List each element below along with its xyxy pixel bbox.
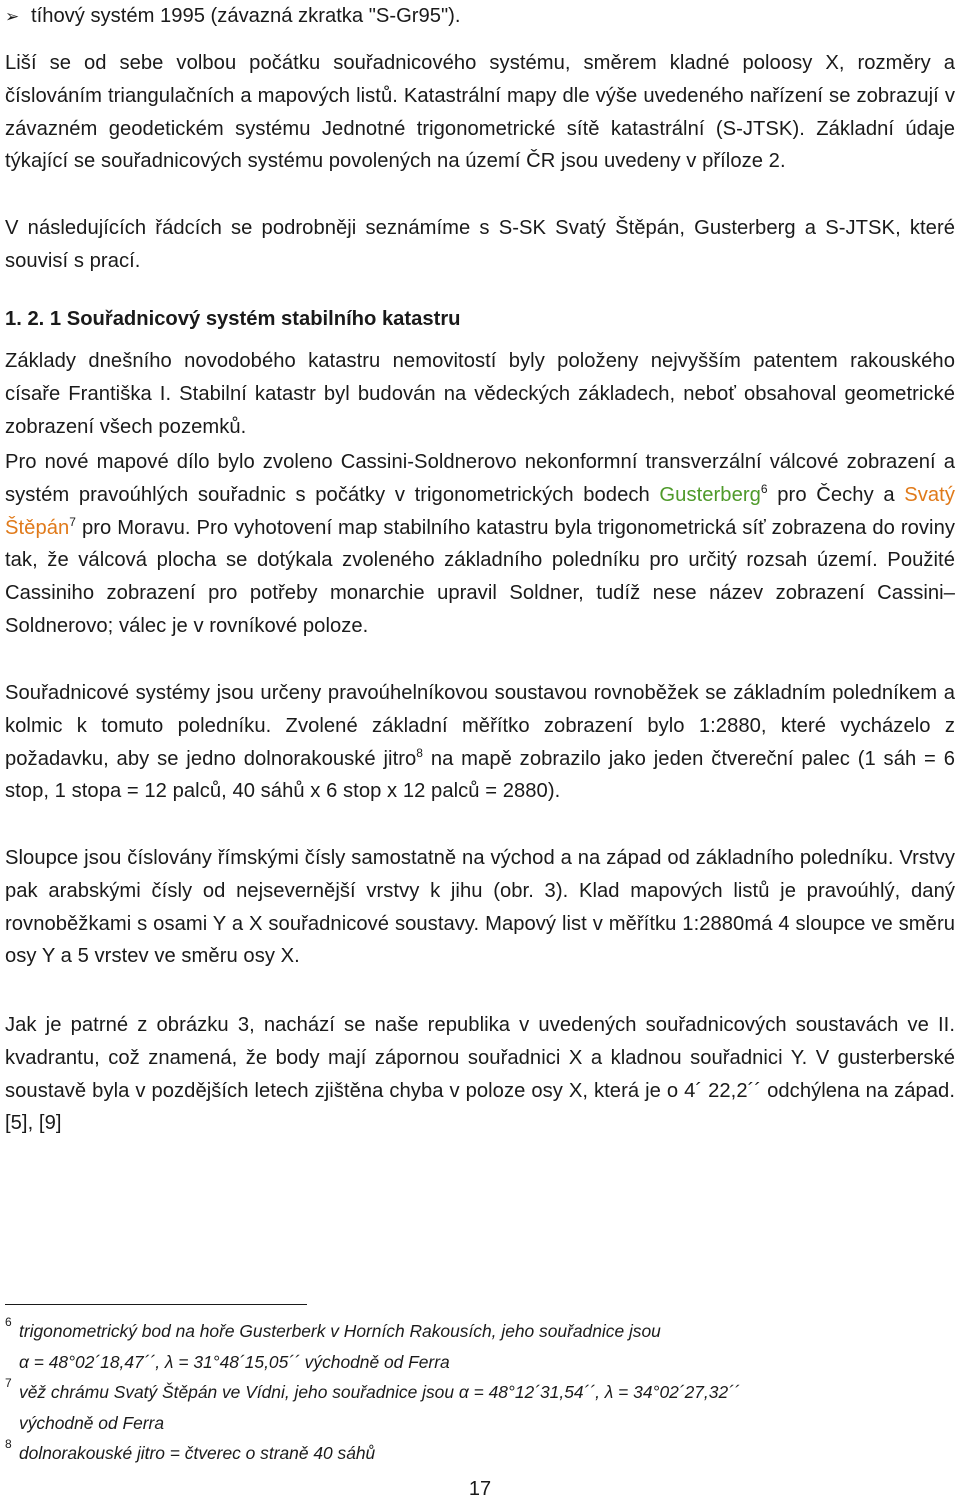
footnote-line: dolnorakouské jitro = čtverec o straně 40 sáhů [19, 1443, 376, 1463]
footnote-6 [5, 1316, 955, 1377]
footnote-line: věž chrámu Svatý Štěpán ve Vídni, jeho souřadnice jsou α = 48°12´31,54´´, λ = 34°02´27,32´´ [19, 1382, 740, 1402]
paragraph-7 [5, 1009, 955, 1140]
paragraph-6 [5, 842, 955, 973]
paragraph-text: Jak je patrné z obrázku 3, nachází se naše republika v uvedených souřadnicových soustavách ve II. kvadrantu, což znamená, že body mají zápornou souřadnici X a kladnou souřadnici Y. V gusterberské soustavě byla v pozdějších letech zjištěna chyba v poloze osy X, která je o 4´ 22,2´´ odchýlena na západ. [5], [9] [5, 1014, 955, 1135]
gusterberg-link[interactable]: Gusterberg [659, 483, 761, 506]
paragraph-2 [5, 212, 955, 278]
footnote-line: východně od Ferra [19, 1412, 165, 1433]
footnotes [5, 1316, 955, 1469]
footnote-line: α = 48°02´18,47´´, λ = 31°48´15,05´´ východně od Ferra [19, 1351, 450, 1372]
footnote-8 [5, 1438, 955, 1469]
footnote-ref-6[interactable]: 6 [760, 481, 768, 496]
footnote-7 [5, 1377, 955, 1438]
paragraph-3 [5, 345, 955, 443]
svaty-stepan-link[interactable]: Svatý Štěpán [5, 483, 955, 539]
footnote-number: 6 [5, 1315, 12, 1329]
paragraph-text: Pro nové mapové dílo bylo zvoleno Cassini-Soldnerovo nekonformní transverzální válcové zobrazení a systém pravoúhlých souřadnic s počátky v trigonometrických bodech Gusterberg$^6$ pro Čechy a Svatý Štěpán$^7$ pro Moravu. Pro vyhotovení map stabilního katastru byla trigonometrická síť zobrazena do roviny tak, že válcová plocha se dotýkala zvoleného základního poledníku pro určitý rozsah území. Použité Cassiniho zobrazení pro potřeby monarchie upravil Soldner, tudíž nese název zobrazení Cassini–Soldnerovo; válec je v rovníkové poloze. [5, 451, 955, 637]
footnote-ref-7[interactable]: 7 [69, 514, 77, 529]
paragraph-text: Souřadnicové systémy jsou určeny pravoúhelníkovou soustavou rovnoběžek se základním poledníkem a kolmic k tomuto poledníku. Zvolené základní měřítko zobrazení bylo 1:2880, které vycházelo z požadavku, aby se jedno dolnorakouské jitro$^8$ na mapě zobrazilo jako jeden čtvereční palec (1 sáh = 6 stop, 1 stopa = 12 palců, 40 sáhů x 6 stop x 12 palců = 2880). [5, 682, 955, 803]
paragraph-5 [5, 677, 955, 808]
paragraph-text: V následujících řádcích se podrobněji seznámíme s S-SK Svatý Štěpán, Gusterberg a S-JTSK, které souvisí s prací. [5, 217, 955, 272]
footnote-ref-8[interactable]: 8 [416, 745, 424, 760]
footnote-divider [5, 1304, 307, 1305]
paragraph-text: Liší se od sebe volbou počátku souřadnicového systému, směrem kladné poloosy X, rozměry a číslováním triangulačních a mapových listů. Katastrální mapy dle výše uvedeného nařízení se zobrazují v závazném geodetickém systému Jednotné trigonometrické sítě katastrální (S-JTSK). Základní údaje týkající se souřadnicových systému povolených na území ČR jsou uvedeny v příloze 2. [5, 52, 955, 173]
bullet-text: tíhový systém 1995 (závazná zkratka "S-Gr95"). [31, 5, 461, 27]
footnote-number: 8 [5, 1437, 12, 1451]
section-heading [5, 303, 955, 336]
paragraph-1 [5, 47, 955, 178]
bullet-item [5, 0, 460, 34]
footnote-line: trigonometrický bod na hoře Gusterberk v Horních Rakousích, jeho souřadnice jsou [19, 1321, 661, 1341]
paragraph-text: Základy dnešního novodobého katastru nemovitostí byly položeny nejvyšším patentem rakouského císaře Františka I. Stabilní katastr byl budován na vědeckých základech, neboť obsahoval geometrické zobrazení všech pozemků. [5, 350, 955, 438]
paragraph-4 [5, 446, 955, 643]
section-title: 1. 2. 1 Souřadnicový systém stabilního katastru [5, 308, 461, 330]
footnote-number: 7 [5, 1376, 12, 1390]
arrow-bullet-icon: ➢ [5, 7, 20, 27]
paragraph-text: Sloupce jsou číslovány římskými čísly samostatně na východ a na západ od základního poledníku. Vrstvy pak arabskými čísly od nejsevernější vrstvy k jihu (obr. 3). Klad mapových listů je pravoúhlý, daný rovnoběžkami s osami Y a X souřadnicové soustavy. Mapový list v měřítku 1:2880má 4 sloupce ve směru osy Y a 5 vrstev ve směru osy X. [5, 847, 955, 968]
page-number: 17 [468, 1478, 492, 1500]
